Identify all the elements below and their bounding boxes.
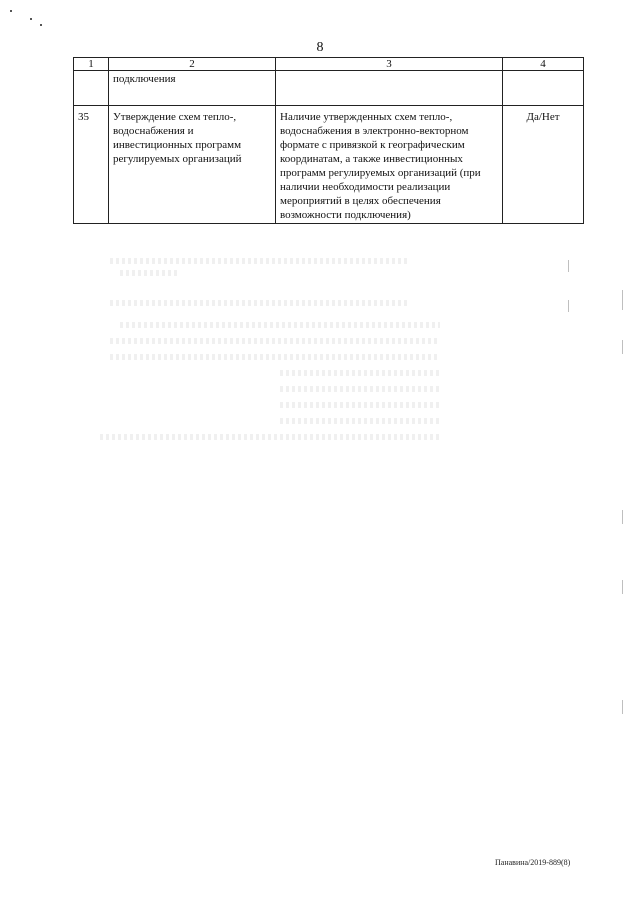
scan-dot <box>30 18 32 20</box>
header-cell: 1 <box>74 58 109 71</box>
row-number-cell <box>74 71 109 106</box>
item-value-cell: Да/Нет <box>503 106 584 224</box>
item-value-cell <box>503 71 584 106</box>
item-name-cell: подключения <box>109 71 276 106</box>
scan-dot <box>40 24 42 26</box>
requirements-table <box>73 57 584 224</box>
page-number: 8 <box>316 40 324 55</box>
header-cell: 3 <box>276 58 503 71</box>
scan-dot <box>10 10 12 12</box>
item-name-cell: Утверждение схем тепло-, водоснабжения и инвестиционных программ регулируемых организаций <box>109 106 276 224</box>
table-header-row <box>74 58 584 71</box>
document-stamp: Панавина/2019-889(8) <box>495 858 571 867</box>
table-row-continuation <box>74 71 584 106</box>
row-number-cell: 35 <box>74 106 109 224</box>
table-row <box>74 106 584 224</box>
item-description-cell: Наличие утвержденных схем тепло-, водоснабжения в электронно-векторном формате с привязкой к географическим координатам, а также инвестиционных программ регулируемых организаций (при наличии необходимости реализации мероприятий в целях обеспечения возможности подключения) <box>276 106 503 224</box>
header-cell: 4 <box>503 58 584 71</box>
item-description-cell <box>276 71 503 106</box>
header-cell: 2 <box>109 58 276 71</box>
